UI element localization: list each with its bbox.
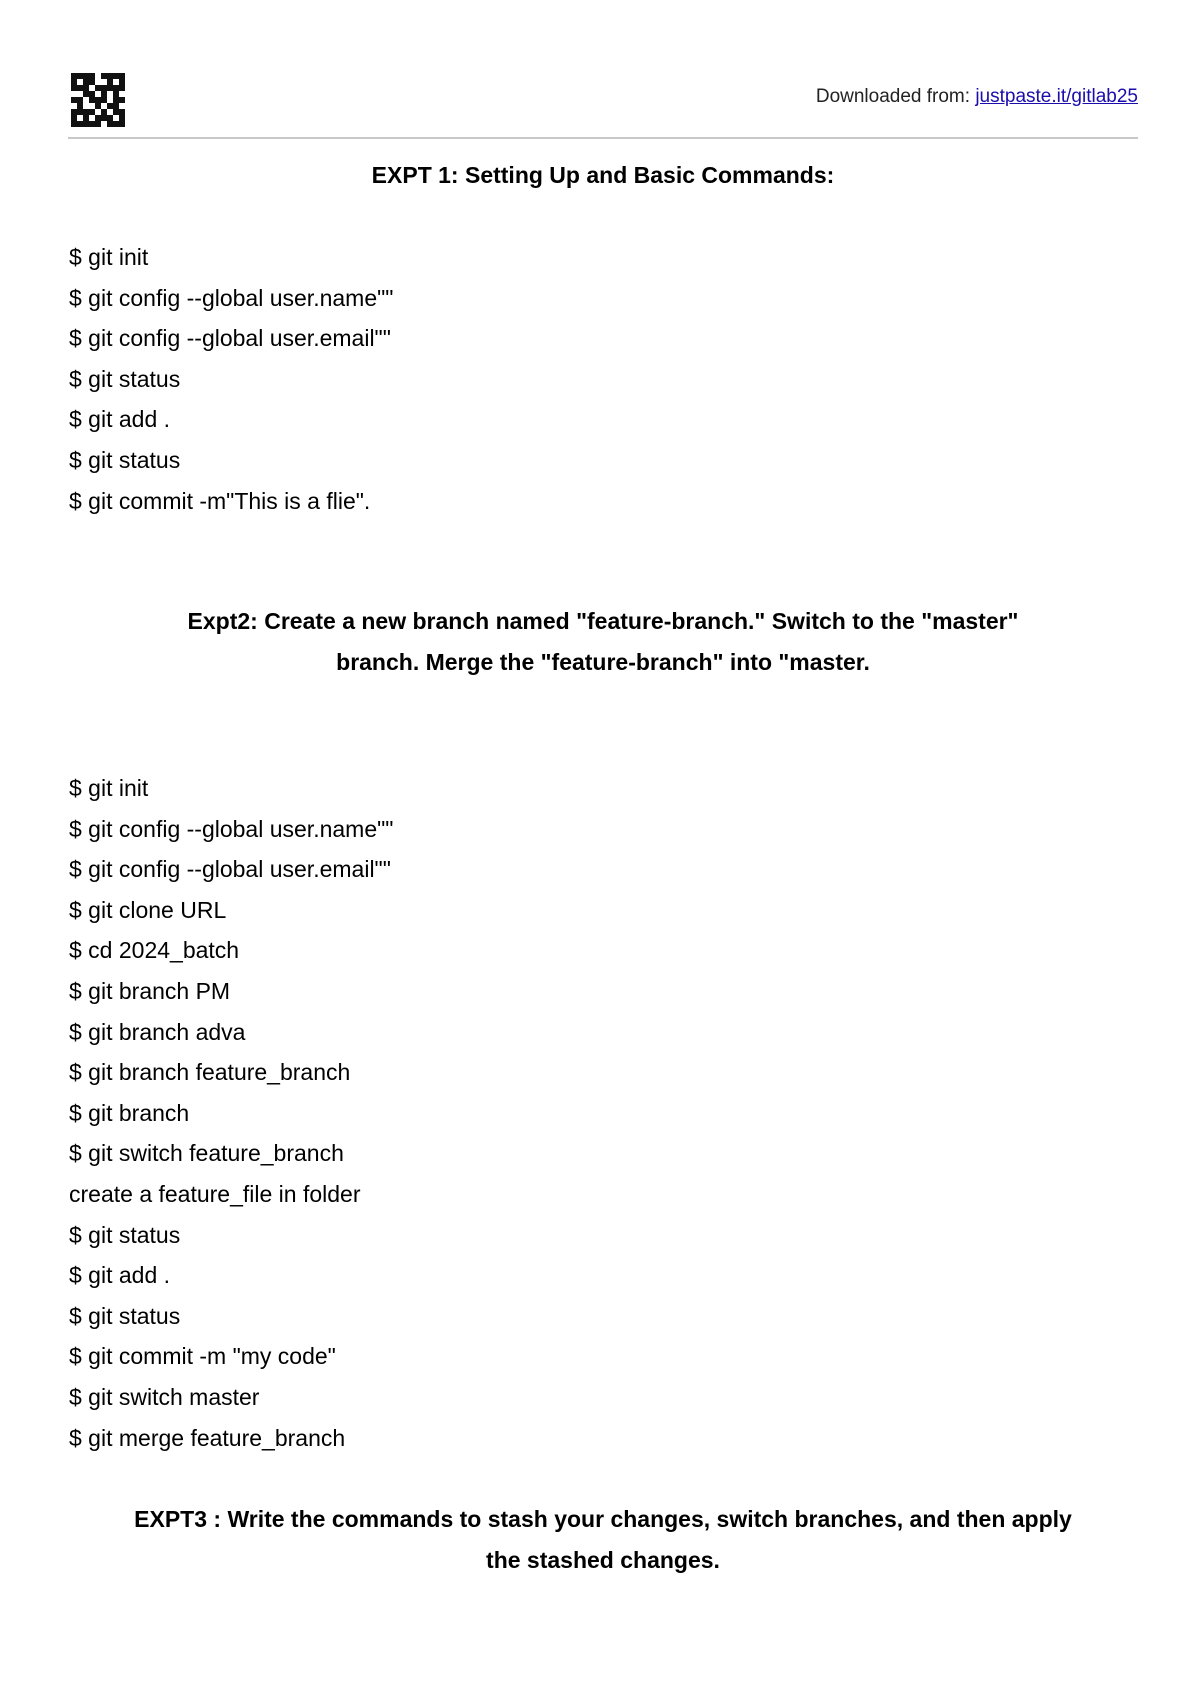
command-line: $ git clone URL xyxy=(69,896,227,923)
command-line: $ git status xyxy=(69,446,181,473)
expt2-heading-line1: Expt2: Create a new branch named "feature-branch." Switch to the "master" xyxy=(187,608,1019,634)
expt1-heading: EXPT 1: Setting Up and Basic Commands: xyxy=(371,162,835,188)
command-line: create a feature_file in folder xyxy=(69,1180,361,1207)
command-line: $ git merge feature_branch xyxy=(69,1424,346,1451)
command-line: $ git branch xyxy=(69,1099,190,1126)
command-line: $ cd 2024_batch xyxy=(69,937,240,964)
command-line: $ git config --global user.name"" xyxy=(69,815,394,842)
expt3-heading-line2: the stashed changes. xyxy=(486,1547,720,1573)
command-line: $ git init xyxy=(69,244,149,270)
qr-code-icon xyxy=(71,73,125,127)
command-line: $ git config --global user.email"" xyxy=(69,325,391,352)
command-line: $ git status xyxy=(69,1221,181,1248)
expt3-heading-line1: EXPT3 : Write the commands to stash your changes, switch branches, and then apply xyxy=(134,1506,1072,1532)
command-line: $ git branch adva xyxy=(69,1018,246,1045)
command-line: $ git commit -m"This is a flie". xyxy=(69,487,371,514)
command-line: $ git config --global user.email"" xyxy=(69,856,391,883)
command-line: $ git switch master xyxy=(69,1383,260,1410)
command-line: $ git switch feature_branch xyxy=(69,1140,344,1167)
command-line: $ git add . xyxy=(69,406,171,433)
page-header xyxy=(68,0,1138,140)
command-line: $ git status xyxy=(69,1302,181,1329)
download-source xyxy=(816,86,1138,108)
command-line: $ git branch PM xyxy=(69,977,231,1004)
expt2-heading xyxy=(68,601,1138,683)
downloaded-label: Downloaded from: xyxy=(815,86,971,107)
command-line: $ git config --global user.name"" xyxy=(69,284,394,311)
source-link[interactable]: justpaste.it/gitlab25 xyxy=(975,86,1138,107)
header-divider xyxy=(68,137,1138,139)
expt1-commands xyxy=(69,237,393,521)
command-line: $ git branch feature_branch xyxy=(69,1059,351,1086)
command-line: $ git init xyxy=(69,775,149,801)
command-line: $ git status xyxy=(69,365,181,392)
command-line: $ git add . xyxy=(69,1262,171,1289)
expt2-commands xyxy=(69,768,393,1458)
expt3-heading xyxy=(68,1499,1138,1581)
expt2-heading-line2: branch. Merge the "feature-branch" into "master. xyxy=(336,649,870,675)
command-line: $ git commit -m "my code" xyxy=(69,1343,336,1370)
